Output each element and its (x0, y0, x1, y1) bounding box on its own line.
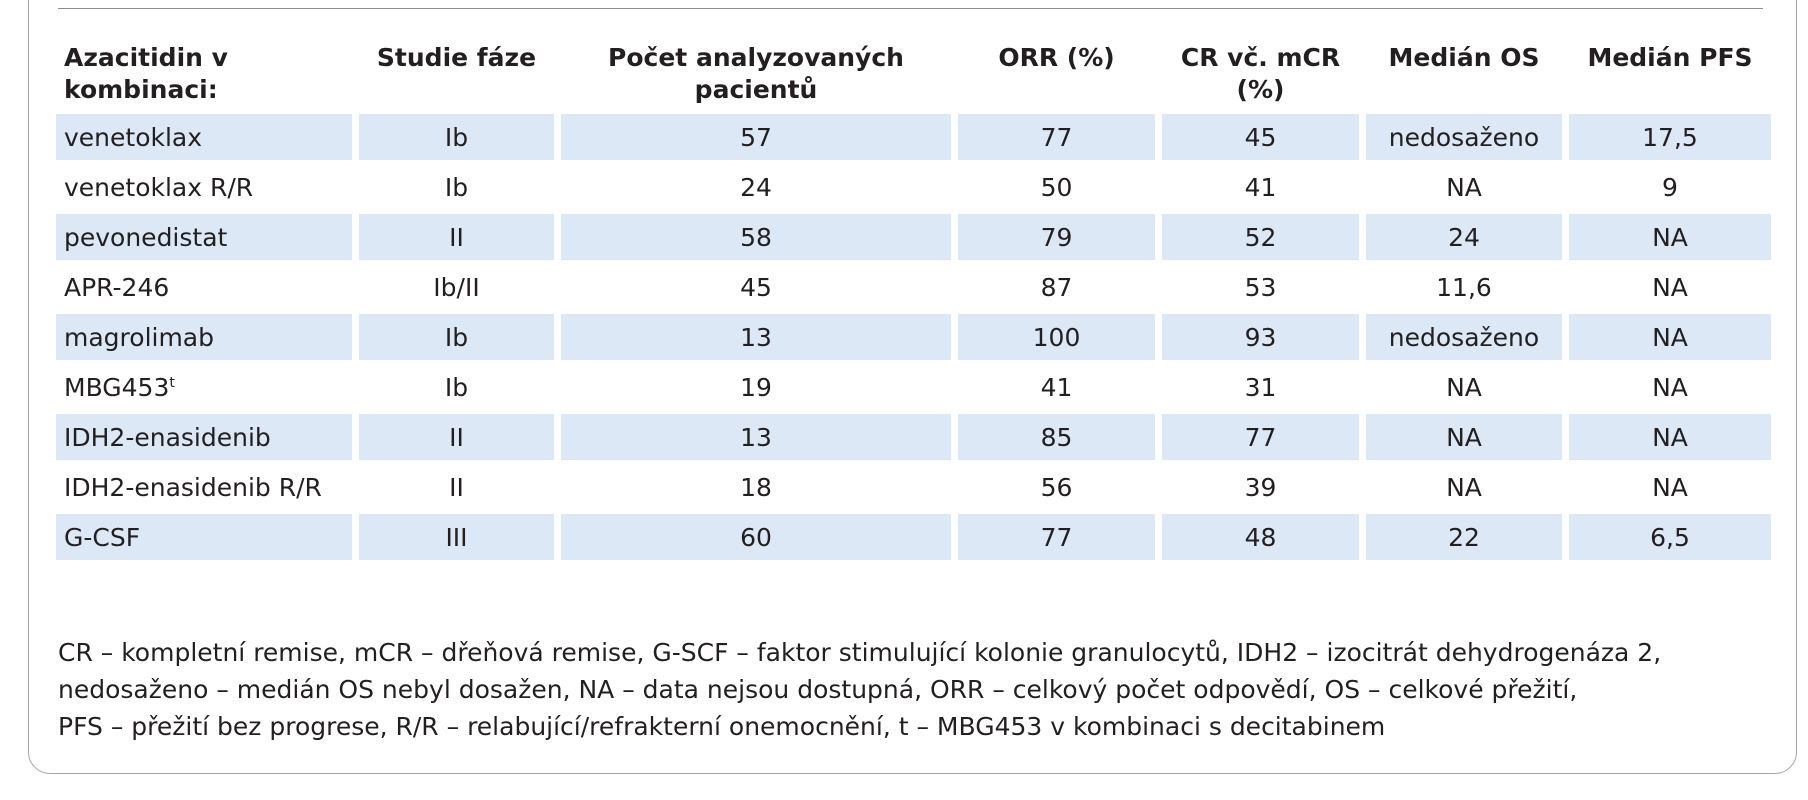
cell-patients (561, 464, 951, 510)
cell-median-pfs (1569, 414, 1771, 460)
cell-phase-text: II (449, 222, 464, 252)
cell-combination (56, 314, 352, 360)
cell-orr-text: 79 (1040, 222, 1073, 252)
cell-orr (958, 264, 1155, 310)
table-row (56, 414, 1771, 460)
cell-phase (359, 514, 554, 560)
cell-patients-text: 18 (740, 472, 772, 502)
cell-cr-text: 52 (1244, 222, 1277, 252)
cell-cr-text: 45 (1244, 122, 1277, 152)
cell-combination-text: venetoklax R/R (64, 172, 254, 202)
cell-median-pfs (1569, 464, 1771, 510)
cell-median-os (1366, 164, 1562, 210)
cell-median-os-text: nedosaženo (1388, 322, 1540, 352)
cell-median-pfs-text: 9 (1662, 172, 1678, 202)
cell-combination (56, 114, 352, 160)
cell-median-pfs (1569, 214, 1771, 260)
cell-patients (561, 214, 951, 260)
cell-median-os-text: nedosaženo (1388, 122, 1540, 152)
cell-combination (56, 514, 352, 560)
cell-cr (1162, 414, 1359, 460)
cell-cr (1162, 114, 1359, 160)
header-cr (1162, 34, 1359, 110)
top-rule (58, 8, 1763, 9)
cell-cr-text: 31 (1244, 372, 1277, 402)
cell-cr (1162, 514, 1359, 560)
cell-median-pfs-text: 17,5 (1642, 122, 1698, 152)
cell-cr (1162, 464, 1359, 510)
cell-phase (359, 114, 554, 160)
cell-cr-text: 53 (1244, 272, 1277, 302)
cell-median-os (1366, 414, 1562, 460)
cell-median-pfs (1569, 364, 1771, 410)
cell-phase (359, 364, 554, 410)
cell-cr-text: 48 (1244, 522, 1277, 552)
cell-orr-text: 87 (1040, 272, 1073, 302)
table-body (56, 114, 1771, 560)
cell-patients-text: 57 (740, 122, 772, 152)
cell-median-os (1366, 464, 1562, 510)
cell-combination (56, 414, 352, 460)
header-median-os: Medián OS (1388, 43, 1540, 72)
results-table (49, 30, 1778, 564)
cell-cr-text: 39 (1244, 472, 1277, 502)
cell-cr-text: 93 (1244, 322, 1277, 352)
cell-cr (1162, 364, 1359, 410)
table-row (56, 114, 1771, 160)
cell-cr (1162, 164, 1359, 210)
cell-phase-text: Ib (444, 322, 469, 352)
cell-median-os (1366, 314, 1562, 360)
cell-patients (561, 164, 951, 210)
cell-combination-text: MBG453 (64, 372, 170, 402)
cell-median-pfs-text: NA (1652, 222, 1688, 252)
cell-patients-text: 45 (740, 272, 772, 302)
cell-median-os (1366, 364, 1562, 410)
footnote (58, 634, 1778, 745)
header-combination (56, 34, 352, 110)
cell-patients-text: 58 (740, 222, 772, 252)
cell-patients (561, 414, 951, 460)
cell-median-os-text: NA (1446, 172, 1482, 202)
cell-phase-text: II (449, 472, 464, 502)
header-combination-line1: Azacitidin v (64, 43, 228, 72)
footnote-line: CR – kompletní remise, mCR – dřeňová remise, G-SCF – faktor stimulující kolonie granulocytů, IDH2 – izocitrát dehydrogenáza 2, (58, 638, 1662, 667)
table-row (56, 264, 1771, 310)
cell-median-os-text: NA (1446, 472, 1482, 502)
cell-patients-text: 19 (740, 372, 772, 402)
cell-median-pfs-text: NA (1652, 322, 1688, 352)
cell-cr (1162, 214, 1359, 260)
cell-phase-text: II (449, 422, 464, 452)
cell-combination-text: G-CSF (64, 522, 141, 552)
header-orr: ORR (%) (998, 43, 1115, 72)
cell-patients (561, 264, 951, 310)
cell-orr (958, 114, 1155, 160)
cell-orr-text: 77 (1040, 522, 1073, 552)
cell-orr (958, 314, 1155, 360)
cell-median-pfs-text: 6,5 (1650, 522, 1690, 552)
header-cr-line1: CR vč. mCR (1180, 43, 1341, 72)
cell-combination (56, 464, 352, 510)
cell-phase-text: Ib (444, 372, 469, 402)
cell-median-os-text: 11,6 (1436, 272, 1492, 302)
header-row (56, 34, 1771, 110)
cell-phase-text: Ib (444, 122, 469, 152)
header-patients-line1: Počet analyzovaných (608, 43, 904, 72)
cell-median-os (1366, 514, 1562, 560)
cell-patients-text: 24 (740, 172, 772, 202)
cell-median-os-text: NA (1446, 372, 1482, 402)
cell-combination-text: magrolimab (64, 322, 214, 352)
cell-orr (958, 464, 1155, 510)
cell-patients (561, 314, 951, 360)
cell-combination (56, 164, 352, 210)
header-cr-line2: (%) (1236, 75, 1285, 104)
cell-median-pfs-text: NA (1652, 372, 1688, 402)
cell-patients-text: 60 (740, 522, 772, 552)
cell-cr-text: 41 (1244, 172, 1277, 202)
footnote-line: nedosaženo – medián OS nebyl dosažen, NA – data nejsou dostupná, ORR – celkový počet odpovědí, OS – celkové přežití, (58, 675, 1578, 704)
table-row (56, 214, 1771, 260)
header-patients-line2: pacientů (694, 75, 818, 104)
cell-combination-text: pevonedistat (64, 222, 228, 252)
cell-orr (958, 514, 1155, 560)
cell-phase-text: Ib/II (433, 272, 480, 302)
cell-median-pfs-text: NA (1652, 422, 1688, 452)
cell-patients (561, 514, 951, 560)
cell-phase-text: Ib (444, 172, 469, 202)
table-row (56, 364, 1771, 410)
cell-combination-text: APR-246 (64, 272, 170, 302)
table-row (56, 464, 1771, 510)
cell-combination-text: venetoklax (64, 122, 203, 152)
table-row (56, 314, 1771, 360)
cell-median-pfs-text: NA (1652, 472, 1688, 502)
footnote-marker: t (169, 374, 175, 391)
table-row (56, 514, 1771, 560)
cell-median-os-text: 22 (1448, 522, 1480, 552)
cell-median-os (1366, 114, 1562, 160)
cell-median-pfs (1569, 514, 1771, 560)
footnote-line: PFS – přežití bez progrese, R/R – relabující/refrakterní onemocnění, t – MBG453 v kombinaci s decitabinem (58, 712, 1386, 741)
cell-median-pfs (1569, 314, 1771, 360)
cell-median-pfs (1569, 164, 1771, 210)
cell-orr (958, 364, 1155, 410)
header-patients (561, 34, 951, 110)
cell-median-os (1366, 264, 1562, 310)
cell-combination-text: IDH2-enasidenib (64, 422, 271, 452)
cell-phase (359, 464, 554, 510)
cell-phase (359, 214, 554, 260)
cell-orr-text: 77 (1040, 122, 1073, 152)
cell-phase (359, 264, 554, 310)
cell-median-os-text: NA (1446, 422, 1482, 452)
cell-patients-text: 13 (740, 322, 772, 352)
header-combination-line2: kombinaci: (64, 75, 218, 104)
cell-combination (56, 364, 352, 410)
cell-cr (1162, 314, 1359, 360)
cell-combination (56, 264, 352, 310)
cell-patients (561, 114, 951, 160)
cell-orr-text: 56 (1040, 472, 1073, 502)
cell-phase-text: III (445, 522, 468, 552)
cell-phase (359, 314, 554, 360)
header-phase: Studie fáze (376, 43, 537, 72)
cell-combination (56, 214, 352, 260)
cell-orr-text: 100 (1032, 322, 1081, 352)
table-row (56, 164, 1771, 210)
cell-orr-text: 85 (1040, 422, 1073, 452)
cell-orr-text: 41 (1040, 372, 1073, 402)
cell-orr (958, 414, 1155, 460)
cell-orr (958, 164, 1155, 210)
cell-phase (359, 414, 554, 460)
cell-median-os-text: 24 (1448, 222, 1480, 252)
cell-median-pfs (1569, 264, 1771, 310)
cell-combination-text: IDH2-enasidenib R/R (64, 472, 322, 502)
cell-median-pfs (1569, 114, 1771, 160)
cell-median-os (1366, 214, 1562, 260)
cell-median-pfs-text: NA (1652, 272, 1688, 302)
cell-phase (359, 164, 554, 210)
cell-orr (958, 214, 1155, 260)
cell-patients-text: 13 (740, 422, 772, 452)
cell-orr-text: 50 (1040, 172, 1073, 202)
cell-patients (561, 364, 951, 410)
cell-cr (1162, 264, 1359, 310)
header-median-pfs: Medián PFS (1587, 43, 1753, 72)
cell-cr-text: 77 (1244, 422, 1277, 452)
